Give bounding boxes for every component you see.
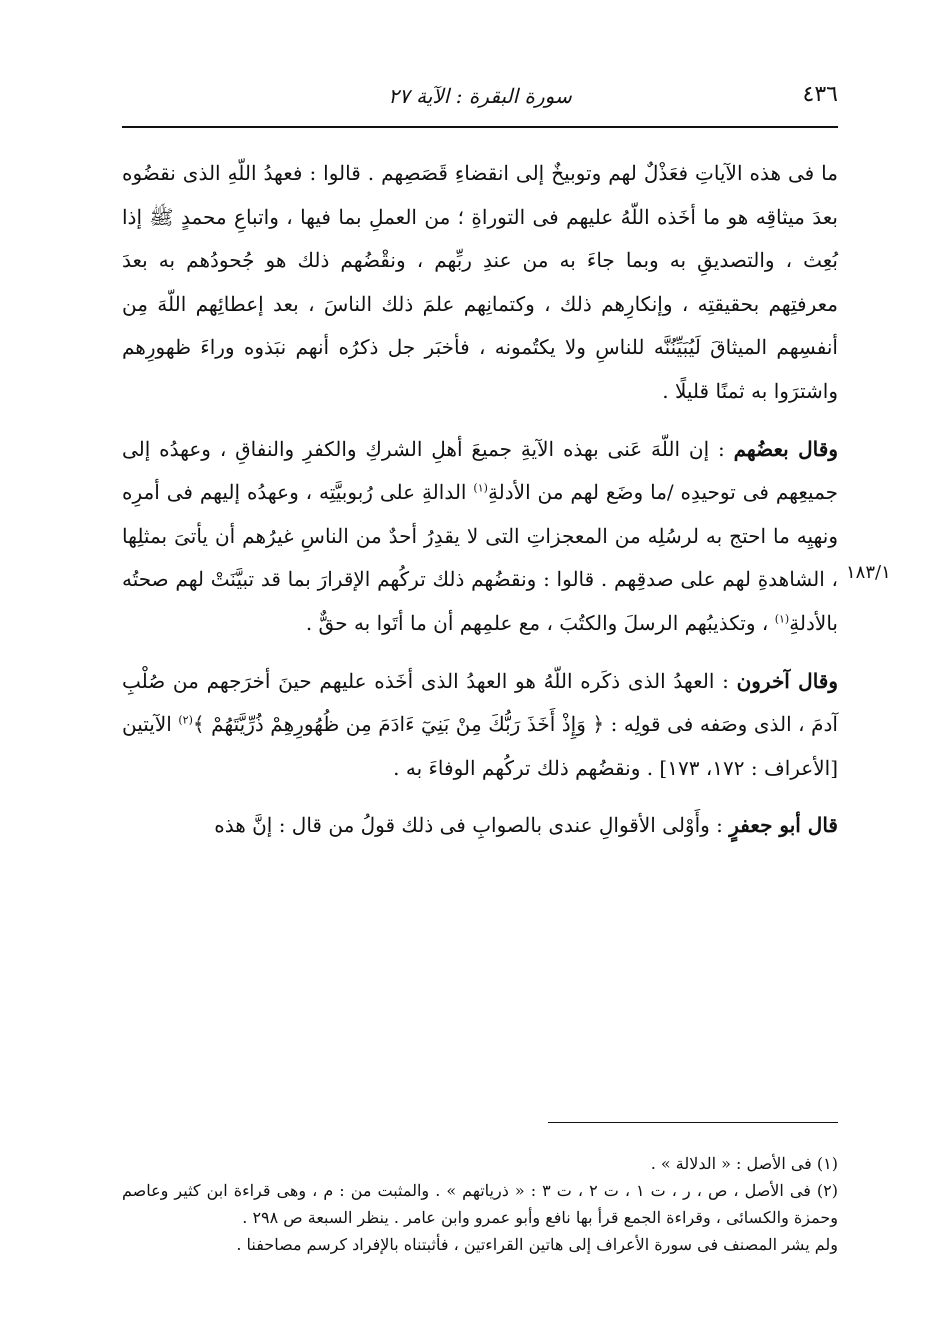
footnote-2-continued: ولم يشر المصنف فى سورة الأعراف إلى هاتين القراءتين ، فأثبتناه بالإفراد كرسم مصاحفنا . [236,1235,838,1254]
paragraph-text: : إن اللّهَ عَنى بهذه الآيةِ جميعَ أهلِ الشركِ والكفرِ والنفاقِ ، وعهدُه إلى جميعِهم فى توحيدِه /ما وضَع لهم من الأدلةِ [122,436,839,505]
speaker-label: وقال بعضُهم [733,436,838,461]
paragraph-1 [122,152,838,414]
paragraph-text: ، وتكذيبُهم الرسلَ والكتُبَ ، مع علمِهم أن ما أتَوا به حقٌّ . [305,610,769,635]
speaker-label: قال أبو جعفرٍ [729,813,838,838]
paragraph-text: الآيتين [الأعراف : ١٧٢، ١٧٣] . ونقضُهم ذلك تركُهم الوفاءَ به . [122,712,838,780]
footnote-1: (١) فى الأصل : « الدلالة » . [650,1154,838,1173]
footnote-marker: (١) [473,481,488,495]
speaker-label: وقال آخرون [736,668,839,693]
footnote-marker: (١) [774,612,790,626]
page-number: ٤٣٦ [802,82,838,107]
page-header [122,82,838,122]
footnote-marker: (٢) [178,713,193,727]
paragraph-3 [122,660,838,791]
footnotes [122,1150,838,1258]
footnote-2: (٢) فى الأصل ، ص ، ر ، ت ١ ، ت ٢ ، ت ٣ : « ذرياتهم » . والمثبت من : م ، وهى قراءة ابن كثير وعاصم وحمزة والكسائى ، وقراءة الجمع قرأ بها نافع وأبو عمرو وابن عامر . ينظر السبعة ص ٢٩٨ . [122,1181,839,1227]
body-text [122,152,838,848]
paragraph-4 [122,804,838,848]
paragraph-2 [122,428,838,646]
paragraph-text: : العهدُ الذى ذكَره اللّهُ هو العهدُ الذى أخَذه عليهم حينَ أخرَجهم من صُلْبِ آدمَ ، الذى وصَفه فى قولِه : ﴿ وَإِذْ أَخَذَ رَبُّكَ مِنْ بَنِيٓ ءَادَمَ مِن ظُهُورِهِمْ ذُرِّيَّتَهُمْ ﴾ [122,668,838,737]
paragraph-text: : وأَوْلى الأقوالِ عندى بالصوابِ فى ذلك قولُ من قال : إنَّ هذه [214,813,723,838]
header-rule [122,126,838,128]
margin-reference: ١٨٣/١ [846,562,891,583]
footnote-rule [548,1122,838,1123]
paragraph-text: الدالةِ على رُبوبيَّتِه ، وعهدُه إليهم فى أمرِه ونهيِه ما احتج به لرسُلِه من المعجزاتِ التى لا يقدِرُ أحدٌ من الناسِ غيرُهم أن يأتىَ بمثلِها ، الشاهدةِ لهم على صدقِهم . قالوا : ونقضُهم ذلك تركُهم الإقرارَ بما قد تبيَّنَتْ لهم صحتُه بالأدلةِ [122,480,838,635]
paragraph-text: ما فى هذه الآياتِ فعَذْلٌ لهم وتوبيخٌ إلى انقضاءِ قَصَصِهم . قالوا : فعهدُ اللّهِ الذى نقضُوه بعدَ ميثاقِه هو ما أخَذه اللّهُ عليهم فى التوراةِ ؛ من العملِ بما فيها ، واتباعِ محمدٍ ﷺ إذا بُعِث ، والتصديقِ به وبما جاءَ به من عندِ ربِّهم ، ونقْضُهم ذلك هو جُحودُهم به بعدَ معرفتِهم بحقيقتِه ، وإنكارِهم ذلك ، وكتمانِهم علمَ ذلك الناسَ ، بعد إعطائِهم اللّهَ مِن أنفسِهم الميثاقَ لَيُبَيِّنُنَّه للناسِ ولا يكتُمونه ، فأخبَر جل ذكرُه أنهم نبَذوه وراءَ ظهورِهم واشترَوا به ثمنًا قليلًا . [122,161,838,403]
running-title: سورة البقرة : الآية ٢٧ [388,84,572,108]
